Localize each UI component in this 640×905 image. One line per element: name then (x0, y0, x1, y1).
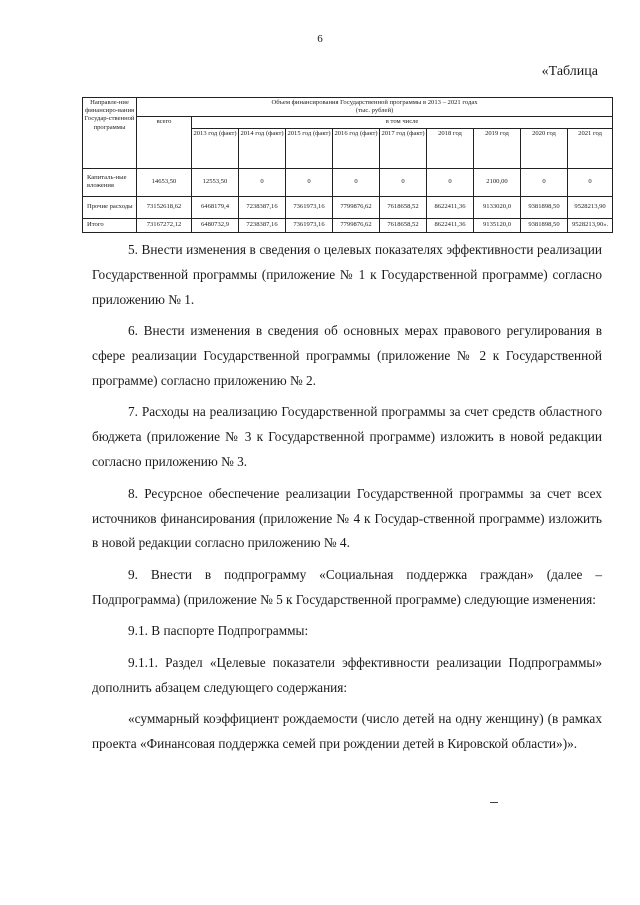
body-text (92, 238, 602, 763)
cell-total: 73167272,12 (137, 218, 192, 232)
cell-value: 0 (286, 168, 333, 196)
cell-value: 12553,50 (192, 168, 239, 196)
cell-value: 7361973,16 (286, 196, 333, 218)
cell-value: 7618658,52 (380, 218, 427, 232)
cell-value: 9135120,0 (474, 218, 521, 232)
cell-total: 14653,50 (137, 168, 192, 196)
cell-value: 8622411,36 (427, 218, 474, 232)
header-volume (137, 98, 613, 117)
cell-value: 7799876,62 (333, 196, 380, 218)
row-label: Прочие расходы (83, 196, 137, 218)
row-label: Итого (83, 218, 137, 232)
header-year: 2016 год (факт) (333, 128, 380, 168)
paragraph: 7. Расходы на реализацию Государственной программы за счет средств областного бюджета (приложение № 3 к Государственной программе) изложить в новой редакции согласно приложению № 3. (92, 404, 602, 470)
paragraph: 9. Внести в подпрограмму «Социальная поддержка граждан» (далее – Подпрограмма) (приложение № 5 к Государственной программе) следующие изменения: (92, 566, 602, 607)
cell-value: 9133020,0 (474, 196, 521, 218)
cell-value: 8622411,36 (427, 196, 474, 218)
cell-value: 7361973,16 (286, 218, 333, 232)
cell-value: 9528213,90». (568, 218, 613, 232)
header-year: 2017 год (факт) (380, 128, 427, 168)
cell-value: 6468179,4 (192, 196, 239, 218)
cell-value: 7618658,52 (380, 196, 427, 218)
header-volume-title: Объем финансирования Государственной программы в 2013 – 2021 годах (271, 99, 478, 106)
paragraph: 9.1. В паспорте Подпрограммы: (128, 623, 309, 639)
cell-value: 0 (568, 168, 613, 196)
cell-value: 6480732,9 (192, 218, 239, 232)
table-caption: «Таблица (541, 64, 598, 79)
header-year: 2014 год (факт) (239, 128, 286, 168)
header-direction: Направле-ние финансиро-вания Государ-ственной программы (83, 98, 137, 169)
table-row (83, 168, 613, 196)
paragraph: 8. Ресурсное обеспечение реализации Государственной программы за счет всех источников финансирования (приложение № 4 к Государ-ственной программе) изложить в новой редакции согласно приложению № 4. (92, 485, 602, 551)
header-year: 2015 год (факт) (286, 128, 333, 168)
table-row (83, 218, 613, 232)
cell-total: 73152618,62 (137, 196, 192, 218)
header-year: 2020 год (521, 128, 568, 168)
cell-value: 0 (333, 168, 380, 196)
cell-value: 7799876,62 (333, 218, 380, 232)
cell-value: 2100,00 (474, 168, 521, 196)
paragraph: 9.1.1. Раздел «Целевые показатели эффективности реализации Подпрограммы» дополнить абзацем следующего содержания: (92, 654, 602, 695)
cell-value: 9381898,50 (521, 218, 568, 232)
header-year: 2019 год (474, 128, 521, 168)
header-volume-unit: (тыс. рублей) (355, 107, 394, 115)
header-total: всего (137, 117, 192, 168)
table-row (83, 196, 613, 218)
cell-value: 0 (521, 168, 568, 196)
header-year: 2013 год (факт) (192, 128, 239, 168)
paragraph: «суммарный коэффициент рождаемости (число детей на одну женщину) (в рамках проекта «Финансовая поддержка семей при рождении детей в Кировской области»)». (92, 710, 602, 751)
header-year: 2018 год (427, 128, 474, 168)
cell-value: 9528213,90 (568, 196, 613, 218)
cell-value: 0 (239, 168, 286, 196)
paragraph: 6. Внести изменения в сведения об основных мерах правового регулирования в сфере реализации Государственной программы (приложение № 2 к Государственной программе) согласно приложению № 2. (92, 323, 602, 389)
cell-value: 0 (427, 168, 474, 196)
financing-table (82, 97, 613, 233)
page-number: 6 (317, 33, 323, 45)
cell-value: 0 (380, 168, 427, 196)
row-label: Капиталь-ные вложения (83, 168, 137, 196)
cell-value: 7238387,16 (239, 196, 286, 218)
cell-value: 7238387,16 (239, 218, 286, 232)
header-including: в том числе (192, 117, 613, 128)
header-year: 2021 год (568, 128, 613, 168)
divider (490, 802, 498, 803)
cell-value: 9381898,50 (521, 196, 568, 218)
paragraph: 5. Внести изменения в сведения о целевых показателях эффективности реализации Государственной программы (приложение № 1 к Государственной программе) согласно приложению № 1. (92, 242, 602, 307)
